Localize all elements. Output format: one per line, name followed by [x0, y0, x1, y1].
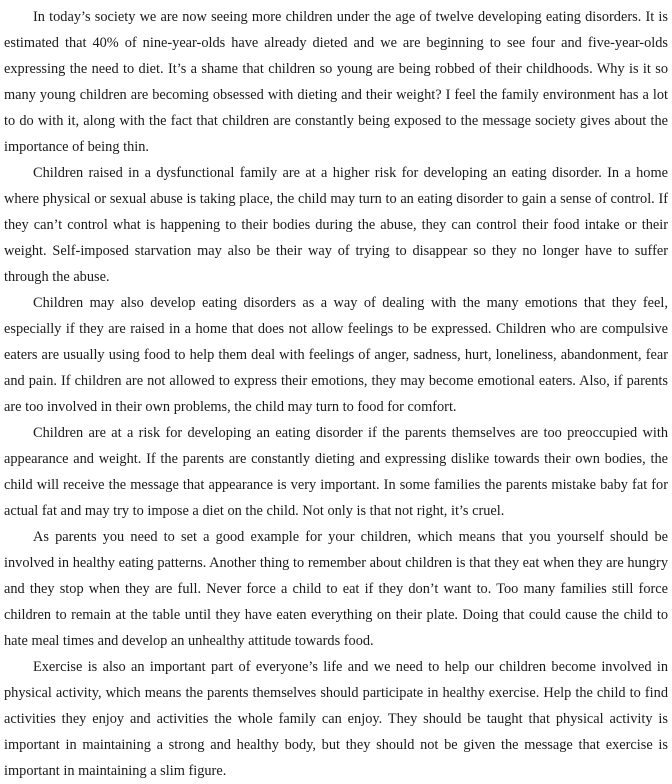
paragraph-1: In today’s society we are now seeing more children under the age of twelve developing eating disorders. It is estimated that 40% of nine-year-olds have already dieted and we are beginning to see four and five-year-olds expressing the need to diet. It’s a shame that children so young are being robbed of their childhoods. Why is it so many young children are becoming obsessed with dieting and their weight? I feel the family environment has a lot to do with it, along with the fact that children are constantly being exposed to the message society gives about the importance of being thin. [4, 9, 668, 155]
paragraph-5: As parents you need to set a good example for your children, which means that you yourself should be involved in healthy eating patterns. Another thing to remember about children is that they eat when they are hungry and they stop when they are full. Never force a child to eat if they don’t want to. Too many families still force children to remain at the table until they have eaten everything on their plate. Doing that could cause the child to hate meal times and develop an unhealthy attitude towards food. [4, 529, 668, 649]
paragraph-2: Children raised in a dysfunctional family are at a higher risk for developing an eating disorder. In a home where physical or sexual abuse is taking place, the child may turn to an eating disorder to gain a sense of control. If they can’t control what is happening to their bodies during the abuse, they can control their food intake or their weight. Self-imposed starvation may also be their way of trying to disappear so they no longer have to suffer through the abuse. [4, 165, 668, 285]
paragraph-3: Children may also develop eating disorders as a way of dealing with the many emotions that they feel, especially if they are raised in a home that does not allow feelings to be expressed. Children who are compulsive eaters are usually using food to help them deal with feelings of anger, sadness, hurt, loneliness, abandonment, fear and pain. If children are not allowed to express their emotions, they may become emotional eaters. Also, if parents are too involved in their own problems, the child may turn to food for comfort. [4, 295, 668, 415]
paragraph-6: Exercise is also an important part of everyone’s life and we need to help our children become involved in physical activity, which means the parents themselves should participate in healthy exercise. Help the child to find activities they enjoy and activities the whole family can enjoy. They should be taught that physical activity is important in maintaining a strong and healthy body, but they should not be given the message that exercise is important in maintaining a slim figure. [4, 659, 668, 779]
paragraph-4: Children are at a risk for developing an eating disorder if the parents themselves are too preoccupied with appearance and weight. If the parents are constantly dieting and expressing dislike towards their own bodies, the child will receive the message that appearance is very important. In some families the parents mistake baby fat for actual fat and may try to impose a diet on the child. Not only is that not right, it’s cruel. [4, 425, 668, 519]
